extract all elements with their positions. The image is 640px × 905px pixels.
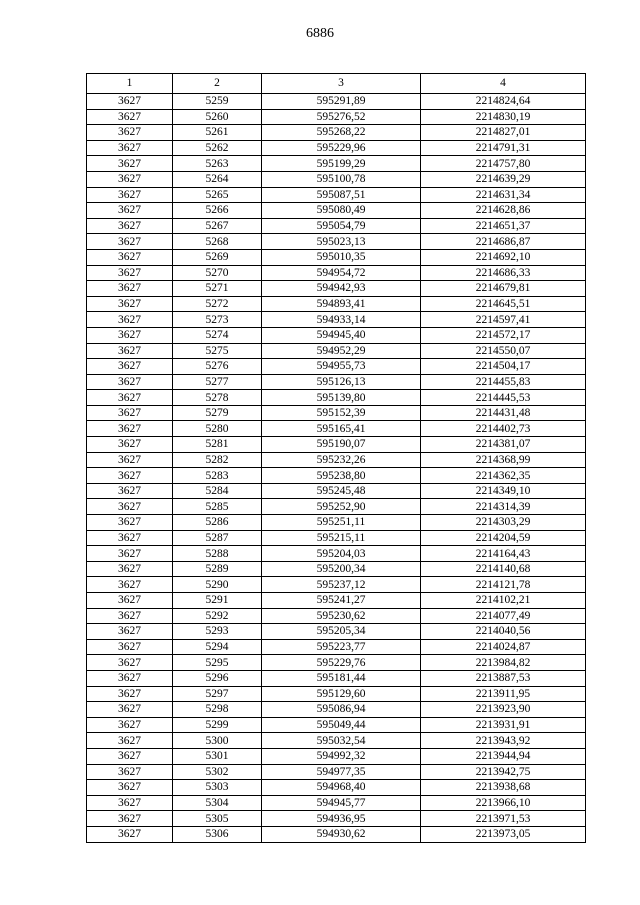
col1-cell: 3627 <box>87 405 173 421</box>
col1-cell: 3627 <box>87 109 173 125</box>
col1-cell: 3627 <box>87 390 173 406</box>
table-row <box>87 483 586 499</box>
table-row <box>87 639 586 655</box>
col1-cell: 3627 <box>87 359 173 375</box>
col4-cell: 2214597,41 <box>421 312 586 328</box>
col3-cell: 595190,07 <box>262 437 421 453</box>
col3-cell: 595023,13 <box>262 234 421 250</box>
col2-cell: 5306 <box>173 826 262 842</box>
col1-cell: 3627 <box>87 296 173 312</box>
col4-cell: 2214651,37 <box>421 218 586 234</box>
col1-cell: 3627 <box>87 515 173 531</box>
table-row <box>87 670 586 686</box>
col3-cell: 595199,29 <box>262 156 421 172</box>
table-row <box>87 452 586 468</box>
col1-cell: 3627 <box>87 561 173 577</box>
col2-cell: 5282 <box>173 452 262 468</box>
col2-cell: 5278 <box>173 390 262 406</box>
col1-cell: 3627 <box>87 281 173 297</box>
col3-cell: 594933,14 <box>262 312 421 328</box>
table-row <box>87 561 586 577</box>
col2-cell: 5259 <box>173 94 262 110</box>
col2-cell: 5286 <box>173 515 262 531</box>
col4-cell: 2214303,29 <box>421 515 586 531</box>
col3-cell: 595129,60 <box>262 686 421 702</box>
col1-cell: 3627 <box>87 249 173 265</box>
table-row <box>87 733 586 749</box>
col1-cell: 3627 <box>87 265 173 281</box>
col4-cell: 2213923,90 <box>421 702 586 718</box>
col3-cell: 594945,77 <box>262 795 421 811</box>
col3-cell: 595215,11 <box>262 530 421 546</box>
col3-cell: 595126,13 <box>262 374 421 390</box>
table-row <box>87 826 586 842</box>
table-row <box>87 748 586 764</box>
col4-cell: 2214362,35 <box>421 468 586 484</box>
col4-cell: 2213911,95 <box>421 686 586 702</box>
table-row <box>87 624 586 640</box>
col3-cell: 595181,44 <box>262 670 421 686</box>
col1-cell: 3627 <box>87 733 173 749</box>
col2-cell: 5271 <box>173 281 262 297</box>
col2-cell: 5300 <box>173 733 262 749</box>
col2-cell: 5270 <box>173 265 262 281</box>
col1-cell: 3627 <box>87 343 173 359</box>
col4-cell: 2214402,73 <box>421 421 586 437</box>
col2-cell: 5291 <box>173 593 262 609</box>
table-row <box>87 218 586 234</box>
col4-cell: 2214431,48 <box>421 405 586 421</box>
col2-cell: 5292 <box>173 608 262 624</box>
col2-cell: 5281 <box>173 437 262 453</box>
table-row <box>87 655 586 671</box>
header-row <box>87 74 586 94</box>
page-number: 6886 <box>306 26 334 41</box>
table-row <box>87 795 586 811</box>
col4-cell: 2214504,17 <box>421 359 586 375</box>
col1-cell: 3627 <box>87 593 173 609</box>
col3-cell: 595223,77 <box>262 639 421 655</box>
col1-cell: 3627 <box>87 577 173 593</box>
col1-cell: 3627 <box>87 218 173 234</box>
table-row <box>87 390 586 406</box>
table-row <box>87 686 586 702</box>
table-row <box>87 343 586 359</box>
table-row <box>87 156 586 172</box>
col2-cell: 5299 <box>173 717 262 733</box>
col2-cell: 5297 <box>173 686 262 702</box>
table-row <box>87 717 586 733</box>
col2-cell: 5280 <box>173 421 262 437</box>
col2-cell: 5289 <box>173 561 262 577</box>
table-row <box>87 187 586 203</box>
table-row <box>87 546 586 562</box>
col1-cell: 3627 <box>87 374 173 390</box>
table-header <box>87 74 586 94</box>
col4-cell: 2213966,10 <box>421 795 586 811</box>
table-row <box>87 437 586 453</box>
col4-cell: 2214631,34 <box>421 187 586 203</box>
col4-cell: 2214381,07 <box>421 437 586 453</box>
col1-cell: 3627 <box>87 187 173 203</box>
col2-cell: 5296 <box>173 670 262 686</box>
col3-cell: 594942,93 <box>262 281 421 297</box>
col4-cell: 2214686,33 <box>421 265 586 281</box>
col3-cell: 594968,40 <box>262 780 421 796</box>
col4-cell: 2214686,87 <box>421 234 586 250</box>
col1-cell: 3627 <box>87 702 173 718</box>
table-row <box>87 140 586 156</box>
col3-cell: 595229,76 <box>262 655 421 671</box>
table-row <box>87 125 586 141</box>
col1-cell: 3627 <box>87 468 173 484</box>
col4-cell: 2213943,92 <box>421 733 586 749</box>
col3-cell: 595010,35 <box>262 249 421 265</box>
col1-cell: 3627 <box>87 140 173 156</box>
col4-cell: 2214827,01 <box>421 125 586 141</box>
col1-cell: 3627 <box>87 125 173 141</box>
col3-cell: 594955,73 <box>262 359 421 375</box>
col1-cell: 3627 <box>87 327 173 343</box>
col1-cell: 3627 <box>87 312 173 328</box>
col3-cell: 595268,22 <box>262 125 421 141</box>
col4-cell: 2214102,21 <box>421 593 586 609</box>
col4-cell: 2213984,82 <box>421 655 586 671</box>
table-row <box>87 780 586 796</box>
col2-cell: 5288 <box>173 546 262 562</box>
col2-cell: 5284 <box>173 483 262 499</box>
col4-cell: 2214628,86 <box>421 203 586 219</box>
col3-cell: 595230,62 <box>262 608 421 624</box>
col3-cell: 594945,40 <box>262 327 421 343</box>
col3-cell: 594992,32 <box>262 748 421 764</box>
col3-cell: 595032,54 <box>262 733 421 749</box>
col2-cell: 5272 <box>173 296 262 312</box>
col4-cell: 2214140,68 <box>421 561 586 577</box>
col3-cell: 595049,44 <box>262 717 421 733</box>
col4-cell: 2214645,51 <box>421 296 586 312</box>
col4-cell: 2214830,19 <box>421 109 586 125</box>
col1-cell: 3627 <box>87 608 173 624</box>
col1-cell: 3627 <box>87 499 173 515</box>
col3-cell: 595165,41 <box>262 421 421 437</box>
col4-cell: 2214445,53 <box>421 390 586 406</box>
col2-cell: 5285 <box>173 499 262 515</box>
col3-cell: 595291,89 <box>262 94 421 110</box>
col2-cell: 5301 <box>173 748 262 764</box>
col3-cell: 594936,95 <box>262 811 421 827</box>
col4-cell: 2214692,10 <box>421 249 586 265</box>
col3-cell: 595205,34 <box>262 624 421 640</box>
table-row <box>87 374 586 390</box>
col2-cell: 5260 <box>173 109 262 125</box>
col2-cell: 5275 <box>173 343 262 359</box>
col3-cell: 595238,80 <box>262 468 421 484</box>
table-row <box>87 499 586 515</box>
col4-cell: 2214349,10 <box>421 483 586 499</box>
col4-cell: 2213973,05 <box>421 826 586 842</box>
col4-cell: 2213971,53 <box>421 811 586 827</box>
col3-cell: 595232,26 <box>262 452 421 468</box>
col3-cell: 594930,62 <box>262 826 421 842</box>
col4-cell: 2214757,80 <box>421 156 586 172</box>
col3-cell: 595152,39 <box>262 405 421 421</box>
col2-cell: 5262 <box>173 140 262 156</box>
header-cell-2: 2 <box>173 74 262 94</box>
table-row <box>87 109 586 125</box>
table-row <box>87 421 586 437</box>
col1-cell: 3627 <box>87 94 173 110</box>
table-row <box>87 327 586 343</box>
table-row <box>87 577 586 593</box>
col1-cell: 3627 <box>87 437 173 453</box>
col4-cell: 2214455,83 <box>421 374 586 390</box>
table-row <box>87 94 586 110</box>
table-row <box>87 281 586 297</box>
col2-cell: 5273 <box>173 312 262 328</box>
header-cell-4: 4 <box>421 74 586 94</box>
col2-cell: 5269 <box>173 249 262 265</box>
col3-cell: 595139,80 <box>262 390 421 406</box>
col3-cell: 594977,35 <box>262 764 421 780</box>
table-row <box>87 515 586 531</box>
col4-cell: 2214040,56 <box>421 624 586 640</box>
col1-cell: 3627 <box>87 546 173 562</box>
table-row <box>87 764 586 780</box>
col4-cell: 2213887,53 <box>421 670 586 686</box>
col1-cell: 3627 <box>87 452 173 468</box>
col2-cell: 5293 <box>173 624 262 640</box>
table-row <box>87 265 586 281</box>
col2-cell: 5295 <box>173 655 262 671</box>
col4-cell: 2213931,91 <box>421 717 586 733</box>
col3-cell: 595251,11 <box>262 515 421 531</box>
col3-cell: 595237,12 <box>262 577 421 593</box>
col2-cell: 5304 <box>173 795 262 811</box>
col4-cell: 2214550,07 <box>421 343 586 359</box>
header-cell-3: 3 <box>262 74 421 94</box>
col3-cell: 595086,94 <box>262 702 421 718</box>
col2-cell: 5265 <box>173 187 262 203</box>
col2-cell: 5303 <box>173 780 262 796</box>
table-row <box>87 608 586 624</box>
col2-cell: 5302 <box>173 764 262 780</box>
col1-cell: 3627 <box>87 234 173 250</box>
col1-cell: 3627 <box>87 483 173 499</box>
col4-cell: 2214077,49 <box>421 608 586 624</box>
table-row <box>87 405 586 421</box>
col2-cell: 5290 <box>173 577 262 593</box>
table-row <box>87 296 586 312</box>
table-row <box>87 593 586 609</box>
col2-cell: 5287 <box>173 530 262 546</box>
col1-cell: 3627 <box>87 826 173 842</box>
col4-cell: 2214204,59 <box>421 530 586 546</box>
col1-cell: 3627 <box>87 421 173 437</box>
col3-cell: 595252,90 <box>262 499 421 515</box>
col1-cell: 3627 <box>87 795 173 811</box>
col4-cell: 2214121,78 <box>421 577 586 593</box>
col4-cell: 2214368,99 <box>421 452 586 468</box>
table-row <box>87 234 586 250</box>
col3-cell: 595245,48 <box>262 483 421 499</box>
col1-cell: 3627 <box>87 530 173 546</box>
col2-cell: 5264 <box>173 171 262 187</box>
col4-cell: 2214164,43 <box>421 546 586 562</box>
table-row <box>87 530 586 546</box>
col1-cell: 3627 <box>87 203 173 219</box>
col2-cell: 5263 <box>173 156 262 172</box>
col3-cell: 595200,34 <box>262 561 421 577</box>
col4-cell: 2214572,17 <box>421 327 586 343</box>
table-row <box>87 171 586 187</box>
col3-cell: 594893,41 <box>262 296 421 312</box>
col3-cell: 594952,29 <box>262 343 421 359</box>
col2-cell: 5294 <box>173 639 262 655</box>
col1-cell: 3627 <box>87 639 173 655</box>
col4-cell: 2214024,87 <box>421 639 586 655</box>
table-row <box>87 702 586 718</box>
coordinates-table <box>86 73 586 843</box>
col2-cell: 5298 <box>173 702 262 718</box>
col2-cell: 5279 <box>173 405 262 421</box>
col2-cell: 5276 <box>173 359 262 375</box>
col2-cell: 5274 <box>173 327 262 343</box>
col1-cell: 3627 <box>87 764 173 780</box>
col2-cell: 5266 <box>173 203 262 219</box>
col4-cell: 2213938,68 <box>421 780 586 796</box>
col1-cell: 3627 <box>87 670 173 686</box>
col1-cell: 3627 <box>87 156 173 172</box>
col3-cell: 594954,72 <box>262 265 421 281</box>
col4-cell: 2214824,64 <box>421 94 586 110</box>
col2-cell: 5283 <box>173 468 262 484</box>
col4-cell: 2213944,94 <box>421 748 586 764</box>
col3-cell: 595080,49 <box>262 203 421 219</box>
col2-cell: 5261 <box>173 125 262 141</box>
col1-cell: 3627 <box>87 811 173 827</box>
col1-cell: 3627 <box>87 717 173 733</box>
table-row <box>87 811 586 827</box>
table-row <box>87 359 586 375</box>
col1-cell: 3627 <box>87 686 173 702</box>
col1-cell: 3627 <box>87 780 173 796</box>
col3-cell: 595241,27 <box>262 593 421 609</box>
col3-cell: 595204,03 <box>262 546 421 562</box>
col4-cell: 2214791,31 <box>421 140 586 156</box>
col2-cell: 5268 <box>173 234 262 250</box>
col2-cell: 5305 <box>173 811 262 827</box>
col3-cell: 595100,78 <box>262 171 421 187</box>
table-row <box>87 312 586 328</box>
table-row <box>87 249 586 265</box>
col1-cell: 3627 <box>87 655 173 671</box>
col3-cell: 595276,52 <box>262 109 421 125</box>
col1-cell: 3627 <box>87 171 173 187</box>
table-row <box>87 468 586 484</box>
col2-cell: 5277 <box>173 374 262 390</box>
col2-cell: 5267 <box>173 218 262 234</box>
header-cell-1: 1 <box>87 74 173 94</box>
col4-cell: 2214314,39 <box>421 499 586 515</box>
col4-cell: 2213942,75 <box>421 764 586 780</box>
table-row <box>87 203 586 219</box>
col4-cell: 2214639,29 <box>421 171 586 187</box>
col3-cell: 595087,51 <box>262 187 421 203</box>
col3-cell: 595229,96 <box>262 140 421 156</box>
col4-cell: 2214679,81 <box>421 281 586 297</box>
col1-cell: 3627 <box>87 624 173 640</box>
col3-cell: 595054,79 <box>262 218 421 234</box>
table-body <box>87 94 586 843</box>
col1-cell: 3627 <box>87 748 173 764</box>
